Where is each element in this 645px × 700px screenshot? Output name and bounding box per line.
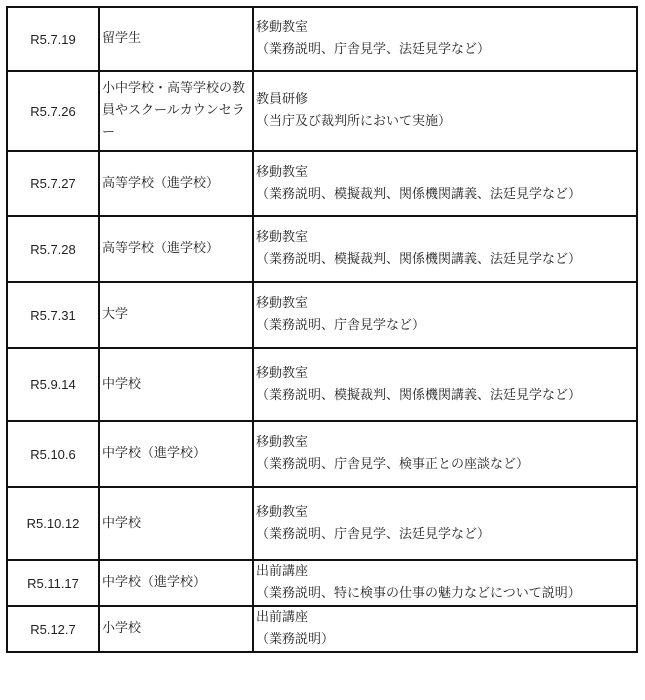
activity-table-body: [7, 7, 637, 652]
target-cell: 小学校: [99, 606, 253, 652]
content-detail: （業務説明、模擬裁判、関係機関講義、法廷見学など）: [256, 186, 582, 202]
activity-table-sheet: [6, 6, 638, 653]
activity-table: [6, 6, 638, 653]
table-row: [7, 282, 637, 348]
date-cell: R5.10.6: [7, 421, 99, 487]
target-cell: 中学校（進学校）: [99, 560, 253, 606]
content-detail: （業務説明、特に検事の仕事の魅力などについて説明）: [256, 586, 581, 601]
content-title: 移動教室: [256, 296, 309, 311]
table-row: [7, 216, 637, 282]
target-cell: 中学校: [99, 348, 253, 421]
table-row: [7, 606, 637, 652]
date-cell: R5.10.12: [7, 487, 99, 560]
content-cell: [253, 487, 637, 560]
content-cell: [253, 7, 637, 71]
content-detail: （業務説明、模擬裁判、関係機関講義、法廷見学など）: [256, 387, 582, 403]
target-cell: 大学: [99, 282, 253, 348]
target-cell: 中学校（進学校）: [99, 421, 253, 487]
content-cell: [253, 216, 637, 282]
target-cell: 留学生: [99, 7, 253, 71]
table-row: [7, 560, 637, 606]
date-cell: R5.7.31: [7, 282, 99, 348]
content-title: 出前講座: [256, 610, 309, 625]
date-cell: R5.7.27: [7, 151, 99, 216]
table-row: [7, 71, 637, 151]
content-title: 移動教室: [256, 365, 309, 381]
content-title: 移動教室: [256, 20, 309, 35]
content-detail: （業務説明、模擬裁判、関係機関講義、法廷見学など）: [256, 252, 582, 267]
date-cell: R5.9.14: [7, 348, 99, 421]
content-cell: [253, 71, 637, 151]
target-cell: 小中学校・高等学校の教員やスクールカウンセラー: [99, 71, 253, 151]
table-row: [7, 348, 637, 421]
table-row: [7, 7, 637, 71]
content-cell: [253, 151, 637, 216]
table-row: [7, 151, 637, 216]
date-cell: R5.11.17: [7, 560, 99, 606]
content-title: 教員研修: [256, 92, 309, 107]
content-title: 移動教室: [256, 435, 309, 450]
content-cell: [253, 421, 637, 487]
content-detail: （当庁及び裁判所において実施）: [256, 114, 452, 129]
content-cell: [253, 282, 637, 348]
table-row: [7, 421, 637, 487]
content-title: 移動教室: [256, 504, 309, 520]
content-detail: （業務説明、庁舎見学、法廷見学など）: [256, 526, 491, 542]
date-cell: R5.7.26: [7, 71, 99, 151]
content-title: 移動教室: [256, 164, 309, 180]
content-detail: （業務説明、庁舎見学など）: [256, 318, 426, 333]
content-cell: [253, 348, 637, 421]
date-cell: R5.7.19: [7, 7, 99, 71]
content-detail: （業務説明）: [256, 632, 335, 647]
content-cell: [253, 560, 637, 606]
content-cell: [253, 606, 637, 652]
content-detail: （業務説明、庁舎見学、法廷見学など）: [256, 42, 491, 57]
date-cell: R5.12.7: [7, 606, 99, 652]
content-title: 出前講座: [256, 564, 309, 579]
target-cell: 高等学校（進学校）: [99, 216, 253, 282]
content-title: 移動教室: [256, 230, 309, 245]
target-cell: 高等学校（進学校）: [99, 151, 253, 216]
date-cell: R5.7.28: [7, 216, 99, 282]
table-row: [7, 487, 637, 560]
target-cell: 中学校: [99, 487, 253, 560]
content-detail: （業務説明、庁舎見学、検事正との座談など）: [256, 457, 530, 472]
